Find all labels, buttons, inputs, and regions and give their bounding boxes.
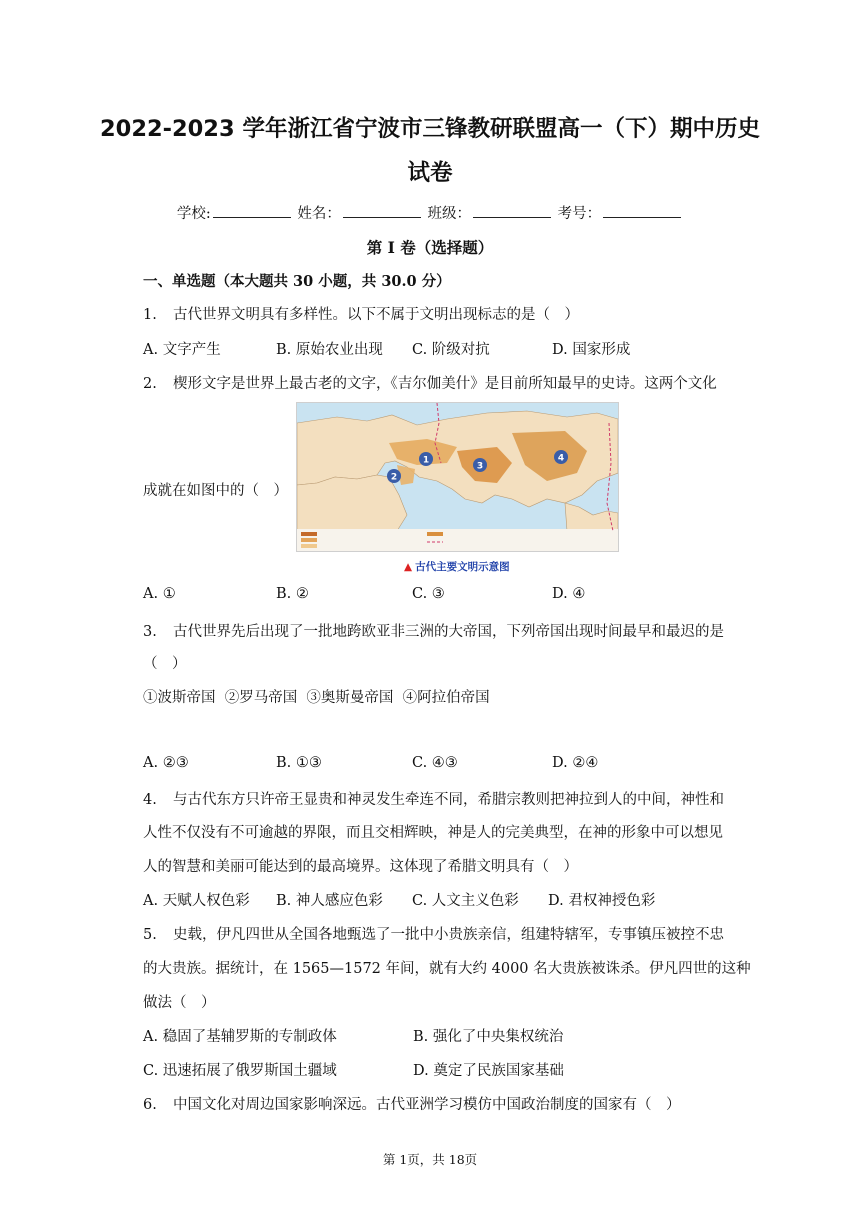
- q3-option-c: C. ④③: [412, 755, 458, 771]
- svg-text:2: 2: [390, 472, 398, 483]
- section-heading: 一、单选题（本大题共 30 小题，共 30.0 分）: [143, 273, 451, 290]
- map-marker-1: [419, 452, 433, 466]
- map-marker-2: [387, 469, 401, 483]
- q2-option-c: C. ③: [412, 586, 445, 602]
- q5-option-d: D. 奠定了民族国家基础: [413, 1063, 564, 1079]
- q2-option-b: B. ②: [276, 586, 309, 602]
- ancient-civilizations-map: [296, 402, 619, 552]
- page-footer: 第 1页，共 18页: [382, 1152, 478, 1167]
- map-marker-3: [473, 458, 487, 472]
- question-number: 5.: [143, 927, 157, 943]
- volume-heading: 第 I 卷（选择题）: [366, 238, 494, 257]
- question-text: 中国文化对周边国家影响深远。古代亚洲学习模仿中国政治制度的国家有（ ）: [173, 1097, 681, 1113]
- question-4-continued: 人性不仅没有不可逾越的界限，而且交相辉映，神是人的完美典型，在神的形象中可以想见: [143, 825, 723, 841]
- class-label: 班级：: [427, 206, 471, 222]
- q1-option-d: D. 国家形成: [552, 342, 631, 358]
- question-3: [143, 620, 724, 641]
- question-text: 与古代东方只许帝王显贵和神灵发生牵连不同，希腊宗教则把神拉到人的中间，神性和: [173, 792, 724, 808]
- question-text: 楔形文字是世界上最古老的文字，《吉尔伽美什》是目前所知最早的史诗。这两个文化: [173, 376, 717, 392]
- question-number: 2.: [143, 376, 157, 392]
- q1-option-b: B. 原始农业出现: [276, 342, 383, 358]
- question-4-continued-2: 人的智慧和美丽可能达到的最高境界。这体现了希腊文明具有（ ）: [143, 859, 578, 875]
- question-5-continued-2: 做法（ ）: [143, 995, 216, 1011]
- school-label: 学校:: [176, 206, 211, 222]
- name-blank: [343, 204, 421, 218]
- q3-option-b: B. ①③: [276, 755, 322, 771]
- question-text: 史载，伊凡四世从全国各地甄选了一批中小贵族亲信，组建特辖军，专事镇压被控不忠: [173, 927, 724, 943]
- svg-text:3: 3: [476, 461, 484, 472]
- q5-option-b: B. 强化了中央集权统治: [413, 1029, 564, 1045]
- question-5: [143, 923, 724, 944]
- svg-text:4: 4: [557, 453, 565, 464]
- q2-option-a: A. ①: [143, 586, 176, 602]
- question-number: 3.: [143, 624, 157, 640]
- question-2: [143, 372, 717, 393]
- map-marker-4: [554, 450, 568, 464]
- school-blank: [213, 204, 291, 218]
- q4-option-c: C. 人文主义色彩: [412, 893, 519, 909]
- exam-title-line2: 试卷: [407, 160, 453, 186]
- question-text: 古代世界先后出现了一批地跨欧亚非三洲的大帝国，下列帝国出现时间最早和最迟的是: [173, 624, 724, 640]
- triangle-icon: ▲: [404, 561, 413, 573]
- question-number: 4.: [143, 792, 157, 808]
- q4-option-d: D. 君权神授色彩: [548, 893, 656, 909]
- q4-option-b: B. 神人感应色彩: [276, 893, 383, 909]
- number-label: 考号：: [557, 206, 602, 222]
- question-1: [143, 303, 579, 324]
- exam-title: 2022-2023 学年浙江省宁波市三锋教研联盟高一（下）期中历史: [100, 116, 760, 142]
- q1-option-a: A. 文字产生: [143, 342, 221, 358]
- number-blank: [603, 204, 681, 218]
- q5-option-a: A. 稳固了基辅罗斯的专制政体: [143, 1029, 337, 1045]
- q4-option-a: A. 天赋人权色彩: [143, 893, 250, 909]
- question-number: 6.: [143, 1097, 157, 1113]
- class-blank: [473, 204, 551, 218]
- question-number: 1.: [143, 307, 157, 323]
- svg-text:1: 1: [422, 455, 430, 466]
- q2-option-d: D. ④: [552, 586, 586, 602]
- question-text: 古代世界文明具有多样性。以下不属于文明出现标志的是（ ）: [173, 307, 579, 323]
- student-info-row: [0, 202, 860, 223]
- q3-option-d: D. ②④: [552, 755, 599, 771]
- question-6: [143, 1093, 681, 1114]
- q1-option-c: C. 阶级对抗: [412, 342, 490, 358]
- question-3-items: ①波斯帝国 ②罗马帝国 ③奥斯曼帝国 ④阿拉伯帝国: [143, 690, 490, 706]
- map-image: [297, 403, 618, 551]
- question-3-continued: （ ）: [143, 656, 187, 672]
- question-2-continued: 成就在如图中的（ ）: [143, 483, 288, 499]
- question-5-continued: 的大贵族。据统计，在 1565—1572 年间，就有大约 4000 名大贵族被诛杀。伊凡四世的这种: [143, 961, 751, 977]
- map-caption: ▲ 古代主要文明示意图: [404, 561, 510, 573]
- q5-option-c: C. 迅速拓展了俄罗斯国土疆域: [143, 1063, 337, 1079]
- question-4: [143, 788, 724, 809]
- name-label: 姓名：: [297, 206, 341, 222]
- q3-option-a: A. ②③: [143, 755, 189, 771]
